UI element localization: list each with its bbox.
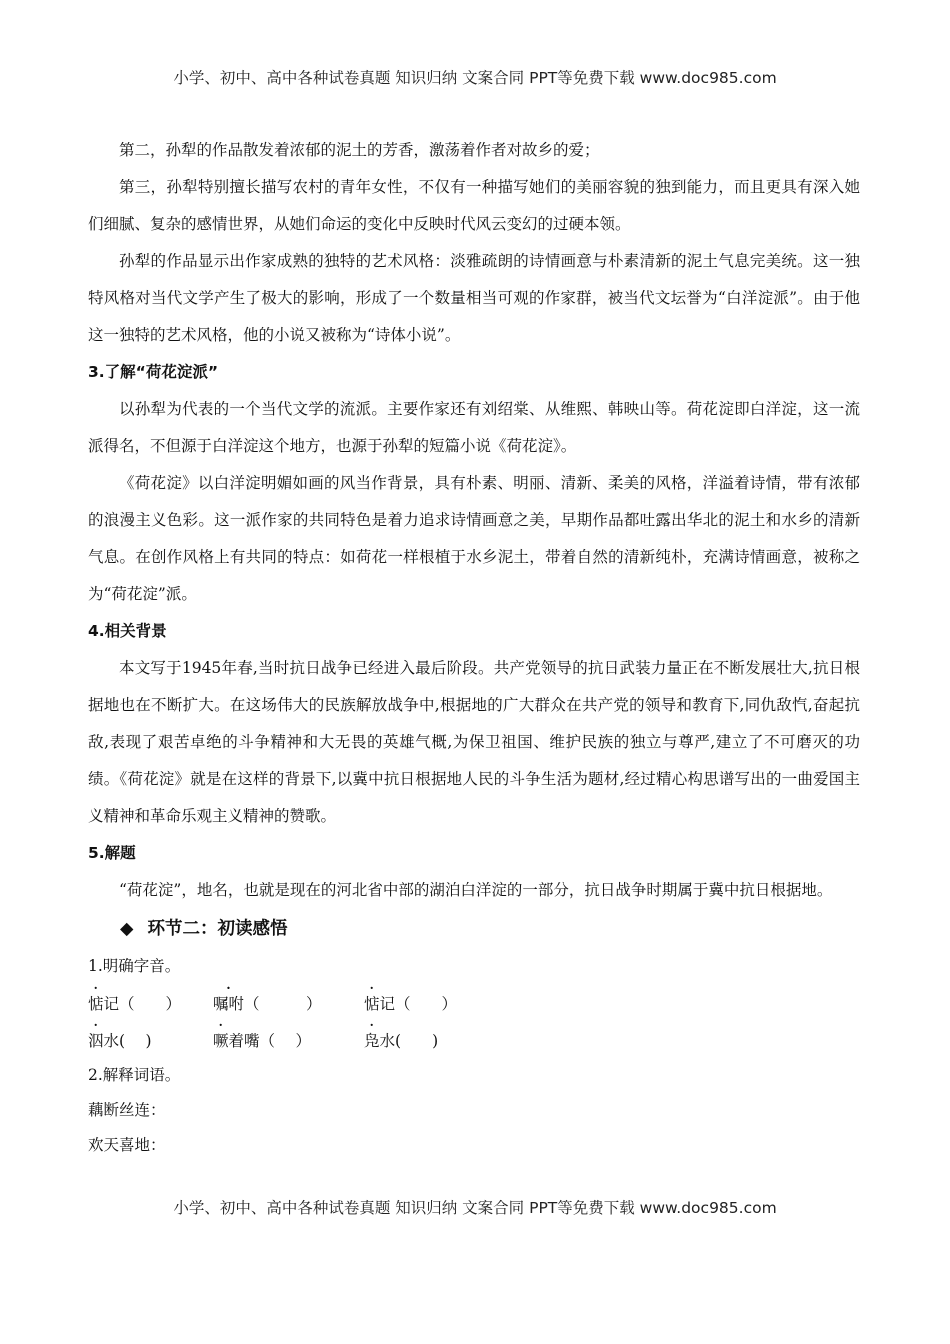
pronunciation-item: 嘱咐（ ） — [213, 992, 322, 1014]
pronunciation-item: 惦记（ ） — [88, 992, 181, 1014]
document-body — [88, 132, 860, 1163]
paragraph-background: 本文写于1945年春,当时抗日战争已经进入最后阶段。共产党领导的抗日武装力量正在不断发展壮大,抗日根据地也在不断扩大。在这场伟大的民族解放战争中,根据地的广大群众在共产党的领导和教育下,同仇敌忾,奋起抗敌,表现了艰苦卓绝的斗争精神和大无畏的英雄气概,为保卫祖国、维护民族的独立与尊严,建立了不可磨灭的功绩。《荷花淀》就是在这样的背景下,以冀中抗日根据地人民的斗争生活为题材,经过精心构思谱写出的一曲爱国主义精神和革命乐观主义精神的赞歌。 — [88, 659, 860, 825]
paragraph-lotus-school-1: 以孙犁为代表的一个当代文学的流派。主要作家还有刘绍棠、从维熙、韩映山等。荷花淀即白洋淀，这一流派得名，不但源于白洋淀这个地方，也源于孙犁的短篇小说《荷花淀》。 — [88, 400, 860, 455]
page-footer: 小学、初中、高中各种试卷真题 知识归纳 文案合同 PPT等免费下载 www.doc985.com — [173, 1199, 777, 1217]
vocab-heading: 2.解释词语。 — [88, 1066, 181, 1084]
heading-background: 4.相关背景 — [88, 622, 167, 640]
page-header: 小学、初中、高中各种试卷真题 知识归纳 文案合同 PPT等免费下载 www.doc985.com — [173, 69, 777, 87]
dotted-character: 惦 — [88, 995, 104, 1013]
pronunciation-item: 泅水( ) — [88, 1029, 152, 1051]
paragraph-third-point: 第三，孙犁特别擅长描写农村的青年女性，不仅有一种描写她们的美丽容貌的独到能力，而且更具有深入她们细腻、复杂的感情世界，从她们命运的变化中反映时代风云变幻的过硬本领。 — [88, 178, 860, 233]
pronunciation-item: 噘着嘴（ ） — [213, 1029, 311, 1051]
paragraph-second-point: 第二，孙犁的作品散发着浓郁的泥土的芳香，激荡着作者对故乡的爱； — [119, 141, 600, 159]
pronunciation-row-2 — [88, 1021, 860, 1058]
dotted-character: 嘱咐 — [213, 995, 245, 1013]
vocab-item: 藕断丝连： — [88, 1101, 166, 1119]
diamond-bullet-icon: ◆ — [120, 919, 134, 939]
pronunciation-item: 惦记（ ） — [364, 992, 457, 1014]
paragraph-art-style: 孙犁的作品显示出作家成熟的独特的艺术风格：淡雅疏朗的诗情画意与朴素清新的泥土气息完美统。这一独特风格对当代文学产生了极大的影响，形成了一个数量相当可观的作家群，被当代文坛誉为“白洋淀派”。由于他这一独特的艺术风格，他的小说又被称为“诗体小说”。 — [88, 252, 860, 344]
pronunciation-item: 凫水( ) — [364, 1029, 438, 1051]
section-two-title: 环节二：初读感悟 — [147, 919, 288, 939]
vocab-item: 欢天喜地： — [88, 1136, 166, 1154]
heading-lotus-school: 3.了解“荷花淀派” — [88, 363, 219, 381]
pronunciation-row-1 — [88, 984, 860, 1021]
heading-title-explanation: 5.解题 — [88, 844, 136, 862]
dotted-character: 泅 — [88, 1032, 104, 1050]
dotted-character: 噘 — [213, 1032, 229, 1050]
dotted-character: 凫 — [364, 1032, 380, 1050]
paragraph-title-explanation: “荷花淀”，地名，也就是现在的河北省中部的湖泊白洋淀的一部分，抗日战争时期属于冀中抗日根据地。 — [119, 881, 833, 899]
pronunciation-heading: 1.明确字音。 — [88, 957, 181, 975]
section-two-heading — [88, 909, 860, 949]
paragraph-lotus-school-2: 《荷花淀》以白洋淀明媚如画的风当作背景，具有朴素、明丽、清新、柔美的风格，洋溢着诗情，带有浓郁的浪漫主义色彩。这一派作家的共同特色是着力追求诗情画意之美，早期作品都吐露出华北的泥土和水乡的清新气息。在创作风格上有共同的特点：如荷花一样根植于水乡泥土，带着自然的清新纯朴，充满诗情画意，被称之为“荷花淀”派。 — [88, 474, 860, 603]
dotted-character: 惦 — [364, 995, 380, 1013]
